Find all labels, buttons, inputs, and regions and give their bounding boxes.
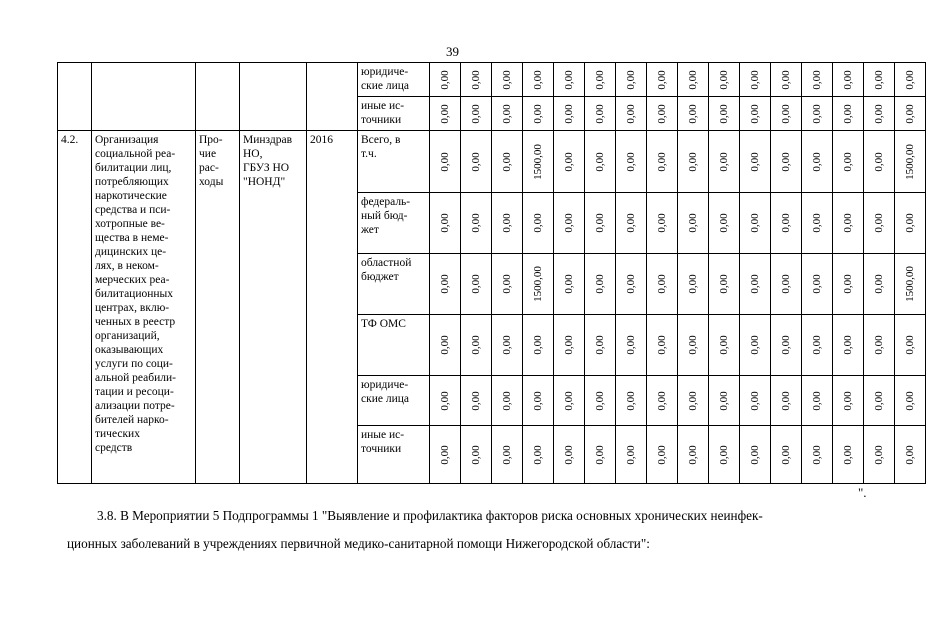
value-text: 0,00 (439, 335, 451, 355)
value-cell (554, 131, 585, 193)
value-cell (430, 376, 461, 426)
value-cell (802, 315, 833, 376)
value-text: 0,00 (625, 103, 637, 124)
value-text: 0,00 (904, 444, 916, 465)
value-cell (771, 426, 802, 484)
value-text: 0,00 (811, 69, 823, 90)
table-row (58, 63, 926, 97)
value-text: 0,00 (563, 444, 575, 465)
value-cell (895, 97, 926, 131)
source-label: юридиче- ские лица (358, 376, 430, 426)
value-text: 0,00 (594, 213, 606, 233)
value-cell (709, 63, 740, 97)
value-text: 0,00 (873, 213, 885, 233)
value-text: 0,00 (501, 335, 513, 355)
value-cell (771, 131, 802, 193)
value-cell (740, 63, 771, 97)
item-number: 4.2. (58, 131, 92, 484)
value-text: 0,00 (501, 69, 513, 90)
value-cell (709, 131, 740, 193)
value-text: 0,00 (780, 444, 792, 465)
value-cell (647, 97, 678, 131)
value-cell (585, 376, 616, 426)
value-cell (678, 97, 709, 131)
value-cell (678, 315, 709, 376)
value-cell (554, 254, 585, 315)
value-cell (802, 254, 833, 315)
value-text: 0,00 (439, 444, 451, 465)
value-cell (554, 426, 585, 484)
value-text: 0,00 (842, 335, 854, 355)
source-label: федераль- ный бюд- жет (358, 193, 430, 254)
value-text: 0,00 (563, 335, 575, 355)
cont-year-cell (307, 63, 358, 131)
cont-name-cell (92, 63, 196, 131)
value-cell (740, 131, 771, 193)
value-cell (771, 63, 802, 97)
value-text: 0,00 (625, 390, 637, 411)
value-text: 0,00 (656, 274, 668, 294)
value-text: 0,00 (749, 151, 761, 172)
value-cell (585, 254, 616, 315)
cont-type-cell (196, 63, 240, 131)
value-cell (461, 97, 492, 131)
value-cell (430, 97, 461, 131)
value-text: 0,00 (563, 213, 575, 233)
value-cell (523, 376, 554, 426)
value-text: 0,00 (532, 444, 544, 465)
value-cell (523, 63, 554, 97)
value-text: 0,00 (656, 69, 668, 90)
source-label: иные ис- точники (358, 426, 430, 484)
value-text: 0,00 (470, 335, 482, 355)
value-text: 0,00 (687, 390, 699, 411)
value-text: 0,00 (749, 103, 761, 124)
value-cell (523, 131, 554, 193)
value-text: 0,00 (718, 274, 730, 294)
value-text: 0,00 (718, 69, 730, 90)
value-cell (616, 97, 647, 131)
value-cell (523, 426, 554, 484)
value-cell (709, 254, 740, 315)
value-cell (523, 97, 554, 131)
value-cell (647, 131, 678, 193)
value-cell (461, 376, 492, 426)
value-text: 0,00 (687, 69, 699, 90)
value-text: 0,00 (873, 103, 885, 124)
value-text: 0,00 (811, 151, 823, 172)
value-cell (771, 315, 802, 376)
cont-executor-cell (240, 63, 307, 131)
value-cell (802, 63, 833, 97)
value-cell (678, 63, 709, 97)
value-cell (554, 376, 585, 426)
value-cell (554, 97, 585, 131)
value-cell (585, 426, 616, 484)
value-text: 0,00 (873, 444, 885, 465)
value-text: 0,00 (687, 274, 699, 294)
value-text: 0,00 (470, 390, 482, 411)
value-cell (678, 131, 709, 193)
value-text: 0,00 (873, 390, 885, 411)
value-text: 0,00 (470, 69, 482, 90)
value-cell (833, 376, 864, 426)
value-cell (740, 254, 771, 315)
value-cell (554, 193, 585, 254)
value-text: 0,00 (811, 274, 823, 294)
value-cell (554, 315, 585, 376)
value-text: 0,00 (718, 151, 730, 172)
value-text: 0,00 (594, 103, 606, 124)
value-cell (554, 63, 585, 97)
value-cell (430, 193, 461, 254)
value-cell (616, 131, 647, 193)
value-cell (709, 426, 740, 484)
value-text: 0,00 (904, 103, 916, 124)
value-cell (647, 63, 678, 97)
value-text: 0,00 (780, 213, 792, 233)
value-cell (430, 426, 461, 484)
value-cell (461, 315, 492, 376)
value-cell (647, 376, 678, 426)
value-cell (709, 97, 740, 131)
value-cell (523, 315, 554, 376)
value-text: 0,00 (718, 390, 730, 411)
value-cell (833, 254, 864, 315)
value-cell (523, 254, 554, 315)
item-year: 2016 (307, 131, 358, 484)
value-text: 0,00 (904, 390, 916, 411)
value-cell (895, 426, 926, 484)
value-cell (802, 193, 833, 254)
value-text: 0,00 (501, 151, 513, 172)
value-cell (492, 63, 523, 97)
closing-quote: ". (858, 485, 867, 500)
source-label: иные ис- точники (358, 97, 430, 131)
value-cell (833, 63, 864, 97)
value-cell (833, 131, 864, 193)
value-text: 0,00 (625, 274, 637, 294)
value-text: 0,00 (532, 213, 544, 233)
value-text: 0,00 (532, 103, 544, 124)
value-cell (709, 376, 740, 426)
value-text: 0,00 (749, 69, 761, 90)
budget-table (57, 62, 926, 484)
value-text: 0,00 (873, 151, 885, 172)
value-text: 0,00 (780, 69, 792, 90)
value-text: 0,00 (656, 103, 668, 124)
value-text: 0,00 (749, 274, 761, 294)
value-text: 1500,00 (904, 266, 916, 302)
value-text: 0,00 (687, 213, 699, 233)
value-text: 0,00 (470, 103, 482, 124)
value-cell (709, 193, 740, 254)
value-cell (585, 193, 616, 254)
value-text: 0,00 (842, 151, 854, 172)
value-cell (492, 315, 523, 376)
value-cell (461, 426, 492, 484)
value-cell (864, 63, 895, 97)
value-text: 0,00 (718, 103, 730, 124)
value-text: 0,00 (656, 390, 668, 411)
value-text: 0,00 (749, 390, 761, 411)
value-text: 0,00 (656, 151, 668, 172)
value-text: 0,00 (842, 103, 854, 124)
value-cell (678, 426, 709, 484)
value-cell (895, 193, 926, 254)
value-cell (585, 97, 616, 131)
value-cell (833, 193, 864, 254)
value-text: 0,00 (439, 151, 451, 172)
value-text: 0,00 (656, 444, 668, 465)
value-text: 0,00 (873, 69, 885, 90)
value-text: 0,00 (439, 69, 451, 90)
value-cell (678, 193, 709, 254)
value-cell (864, 426, 895, 484)
value-cell (647, 254, 678, 315)
source-label: Всего, в т.ч. (358, 131, 430, 193)
value-text: 0,00 (470, 151, 482, 172)
value-cell (864, 97, 895, 131)
value-cell (895, 376, 926, 426)
value-text: 0,00 (749, 444, 761, 465)
value-cell (864, 315, 895, 376)
value-text: 0,00 (749, 213, 761, 233)
value-text: 0,00 (873, 274, 885, 294)
value-cell (585, 63, 616, 97)
value-text: 0,00 (718, 213, 730, 233)
value-text: 0,00 (687, 444, 699, 465)
value-text: 0,00 (811, 444, 823, 465)
value-text: 0,00 (842, 274, 854, 294)
table-body (58, 63, 926, 484)
value-text: 0,00 (842, 213, 854, 233)
value-cell (616, 63, 647, 97)
paragraph-amendment: 3.8. В Мероприятии 5 Подпрограммы 1 "Выявление и профилактика факторов риска основных хронических неинфек- (97, 508, 763, 523)
value-text: 0,00 (594, 69, 606, 90)
value-text: 0,00 (811, 335, 823, 355)
value-cell (616, 254, 647, 315)
value-text: 1500,00 (532, 266, 544, 302)
table-row (58, 131, 926, 193)
value-text: 0,00 (780, 151, 792, 172)
value-text: 0,00 (563, 390, 575, 411)
value-text: 0,00 (439, 103, 451, 124)
value-cell (740, 426, 771, 484)
item-executor: Минздрав НО, ГБУЗ НО "НОНД" (240, 131, 307, 484)
value-text: 0,00 (470, 444, 482, 465)
value-cell (709, 315, 740, 376)
value-text: 0,00 (780, 390, 792, 411)
value-cell (616, 426, 647, 484)
value-cell (492, 376, 523, 426)
value-cell (461, 131, 492, 193)
value-text: 0,00 (718, 444, 730, 465)
value-cell (647, 426, 678, 484)
value-text: 0,00 (811, 213, 823, 233)
value-text: 0,00 (687, 103, 699, 124)
value-text: 0,00 (687, 151, 699, 172)
value-text: 0,00 (625, 213, 637, 233)
value-cell (430, 254, 461, 315)
value-text: 0,00 (625, 69, 637, 90)
value-cell (802, 131, 833, 193)
value-cell (616, 376, 647, 426)
value-text: 0,00 (594, 274, 606, 294)
value-text: 0,00 (904, 69, 916, 90)
value-cell (740, 376, 771, 426)
value-text: 0,00 (718, 335, 730, 355)
value-text: 0,00 (594, 151, 606, 172)
value-cell (771, 254, 802, 315)
value-text: 0,00 (594, 335, 606, 355)
value-text: 0,00 (563, 103, 575, 124)
value-text: 0,00 (501, 444, 513, 465)
value-text: 0,00 (532, 69, 544, 90)
value-text: 0,00 (780, 274, 792, 294)
value-cell (802, 376, 833, 426)
source-label: ТФ ОМС (358, 315, 430, 376)
value-text: 0,00 (563, 274, 575, 294)
item-expense-type: Про- чие рас- ходы (196, 131, 240, 484)
value-cell (895, 131, 926, 193)
value-cell (430, 63, 461, 97)
value-text: 0,00 (749, 335, 761, 355)
value-text: 0,00 (842, 444, 854, 465)
value-cell (523, 193, 554, 254)
value-text: 0,00 (904, 335, 916, 355)
value-cell (802, 97, 833, 131)
value-text: 0,00 (594, 390, 606, 411)
value-cell (802, 426, 833, 484)
value-cell (895, 254, 926, 315)
value-text: 0,00 (439, 213, 451, 233)
page-number: 39 (446, 44, 459, 59)
cont-number-cell (58, 63, 92, 131)
value-cell (616, 193, 647, 254)
value-cell (492, 97, 523, 131)
value-text: 0,00 (780, 103, 792, 124)
value-text: 0,00 (563, 69, 575, 90)
value-text: 0,00 (842, 69, 854, 90)
value-text: 0,00 (501, 274, 513, 294)
value-text: 0,00 (625, 335, 637, 355)
value-text: 0,00 (780, 335, 792, 355)
value-cell (430, 131, 461, 193)
value-cell (895, 63, 926, 97)
item-name: Организация социальной реа- билитации лиц, потребляющих наркотические средства и пси- хотропные ве- щества в неме- дицинских це- лях, в неком- мерческих реа- билитационных центрах, вклю- ченных в реестр организаций, оказывающих услуги по соци- альной реабили- тации и ресоци- ализации потре- бителей нарко- тических средств (92, 131, 196, 484)
value-cell (833, 426, 864, 484)
value-cell (585, 315, 616, 376)
value-cell (771, 97, 802, 131)
value-cell (492, 193, 523, 254)
value-cell (678, 376, 709, 426)
source-label: областной бюджет (358, 254, 430, 315)
value-text: 0,00 (811, 390, 823, 411)
value-text: 1500,00 (532, 143, 544, 180)
value-cell (864, 254, 895, 315)
value-cell (492, 426, 523, 484)
source-label: юридиче- ские лица (358, 63, 430, 97)
value-text: 0,00 (904, 213, 916, 233)
value-cell (461, 193, 492, 254)
value-cell (461, 63, 492, 97)
value-text: 0,00 (439, 274, 451, 294)
value-text: 0,00 (501, 103, 513, 124)
value-text: 0,00 (625, 151, 637, 172)
value-text: 0,00 (873, 335, 885, 355)
value-cell (740, 315, 771, 376)
value-cell (771, 376, 802, 426)
value-text: 0,00 (563, 151, 575, 172)
value-text: 0,00 (532, 335, 544, 355)
value-text: 0,00 (811, 103, 823, 124)
value-text: 0,00 (501, 213, 513, 233)
value-text: 0,00 (470, 213, 482, 233)
value-cell (647, 193, 678, 254)
paragraph-amendment-cont: ционных заболеваний в учреждениях первичной медико-санитарной помощи Нижегородской области": (67, 536, 650, 551)
value-cell (833, 315, 864, 376)
value-text: 0,00 (656, 335, 668, 355)
value-text: 0,00 (501, 390, 513, 411)
value-cell (647, 315, 678, 376)
value-cell (740, 97, 771, 131)
value-text: 0,00 (656, 213, 668, 233)
value-cell (678, 254, 709, 315)
value-text: 0,00 (625, 444, 637, 465)
value-cell (864, 193, 895, 254)
value-text: 0,00 (439, 390, 451, 411)
value-cell (430, 315, 461, 376)
value-cell (864, 376, 895, 426)
value-text: 0,00 (532, 390, 544, 411)
value-text: 0,00 (687, 335, 699, 355)
value-cell (740, 193, 771, 254)
value-cell (864, 131, 895, 193)
value-cell (616, 315, 647, 376)
value-cell (833, 97, 864, 131)
value-text: 0,00 (470, 274, 482, 294)
value-cell (585, 131, 616, 193)
value-text: 0,00 (842, 390, 854, 411)
value-cell (461, 254, 492, 315)
value-text: 1500,00 (904, 143, 916, 180)
value-cell (492, 131, 523, 193)
value-cell (895, 315, 926, 376)
value-cell (492, 254, 523, 315)
value-cell (771, 193, 802, 254)
value-text: 0,00 (594, 444, 606, 465)
